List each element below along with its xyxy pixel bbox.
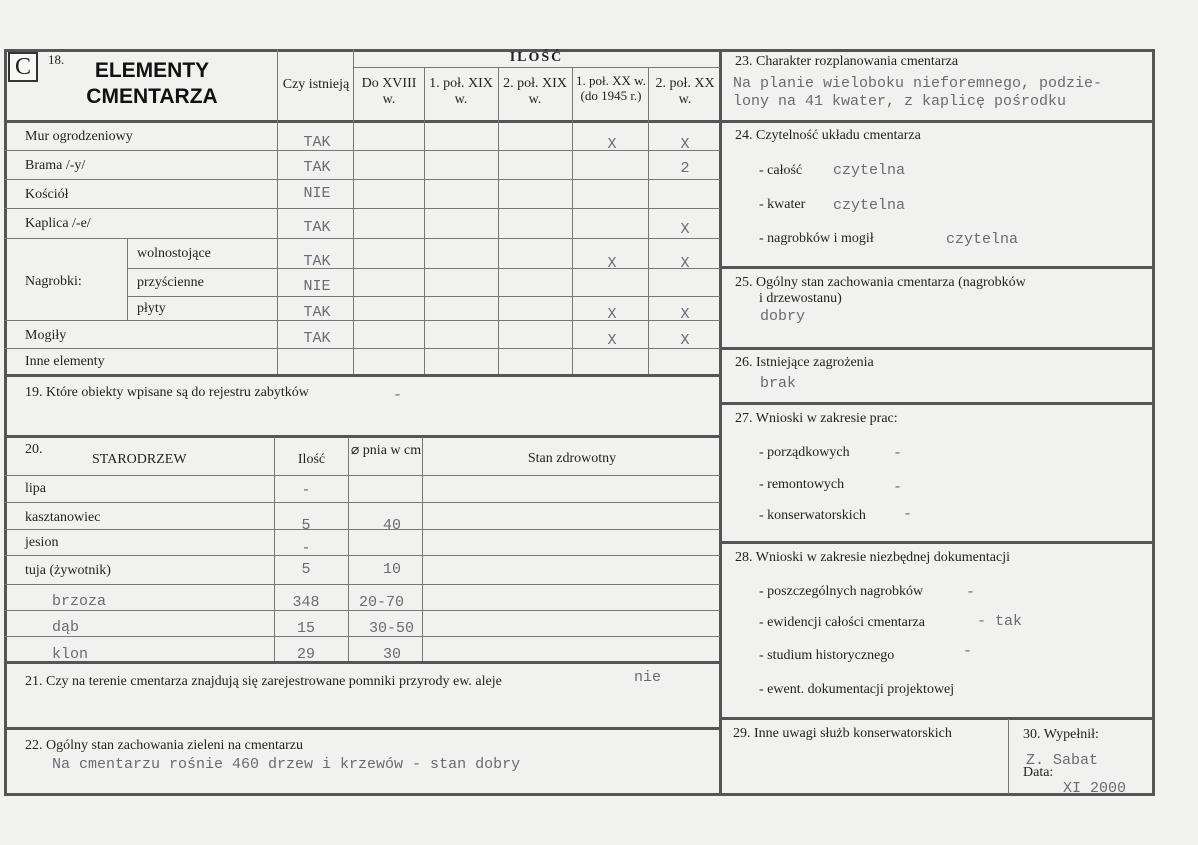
q25-label-line1: 25. Ogólny stan zachowania cmentarza (nagrobków [735,275,1026,290]
q30-value: Z. Sabat [1026,752,1099,769]
mark-mogily-period4: X [607,332,617,349]
mark-wolnostojace-period5: X [680,255,690,272]
q23-value-line2: lony na 41 kwater, z kaplicę pośrodku [733,93,1067,110]
exists-value-plyty: TAK [303,304,331,321]
q24-item-value-kwater: czytelna [833,197,906,214]
q25-value: dobry [760,308,806,325]
tree-name-brzoza: brzoza [52,593,107,610]
q23-value-line1: Na planie wieloboku nieforemnego, podzie- [733,75,1103,92]
section-title-line2: CMENTARZA [86,85,218,108]
q30-date-label: Data: [1023,765,1054,780]
tree-diameter-klon: 30 [382,646,401,663]
element-label-wolnostojace: wolnostojące [137,246,211,261]
tree-count-kasztanowiec: 5 [301,517,311,534]
q20-title: STARODRZEW [92,452,187,467]
tree-name-klon: klon [52,646,89,663]
q21-value: nie [634,669,662,686]
q24-label: 24. Czytelność układu cmentarza [735,128,921,143]
q28-item-label-studium: - studium historycznego [759,648,895,663]
tree-diameter-brzoza: 20-70 [359,594,405,611]
col-header-ilosc: ILOŚĆ [509,50,564,65]
element-label-inne: Inne elementy [25,354,105,369]
col-header-period-2: 1. poł. XIX w. [429,76,493,107]
section-title-line1: ELEMENTY [94,59,210,82]
q22-label: 22. Ogólny stan zachowania zieleni na cmentarzu [25,738,303,753]
exists-value-kosciol: NIE [303,185,331,202]
q29-label: 29. Inne uwagi służb konserwatorskich [733,726,952,741]
tree-count-brzoza: 348 [292,594,320,611]
exists-value-kaplica: TAK [303,219,331,236]
tree-diameter-dab: 30-50 [369,620,415,637]
element-label-nagrobki: Nagrobki: [25,274,82,289]
tree-name-lipa: lipa [25,481,46,496]
section-number: 18. [48,52,65,67]
mark-wolnostojace-period4: X [607,255,617,272]
element-label-przyscienne: przyścienne [137,275,204,290]
exists-value-wolnostojace: TAK [303,253,331,270]
tree-name-jesion: jesion [25,535,59,550]
element-label-kaplica: Kaplica /-e/ [25,216,91,231]
q27-item-label-konserwatorskich: - konserwatorskich [759,508,866,523]
frame-right [1152,49,1155,795]
col-header-period-1: Do XVIII w. [361,76,417,107]
q23-label: 23. Charakter rozplanowania cmentarza [735,54,959,69]
mark-plyty-period4: X [607,306,617,323]
section-title [52,58,252,110]
tree-name-tuja: tuja (żywotnik) [25,563,111,578]
q20-col-health: Stan zdrowotny [527,451,617,466]
tree-count-dab: 15 [296,620,315,637]
tree-count-jesion: - [301,540,311,557]
mark-mur-period5: X [680,136,690,153]
q26-value: brak [760,375,797,392]
tree-diameter-tuja: 10 [382,561,401,578]
tree-name-kasztanowiec: kasztanowiec [25,510,101,525]
mark-brama-period5: 2 [680,160,690,177]
frame-bottom [4,793,1155,796]
q28-label: 28. Wnioski w zakresie niezbędnej dokumentacji [735,550,1010,565]
col-header-period-3: 2. poł. XIX w. [503,76,567,107]
q24-item-value-calosc: czytelna [833,162,906,179]
col-header-exists: Czy istnieją [282,77,350,92]
q27-item-value-porzadkowych: - [893,445,903,462]
q27-item-label-porzadkowych: - porządkowych [759,445,850,460]
frame-left [4,49,7,795]
element-label-mur: Mur ogrodzeniowy [25,129,133,144]
element-label-kosciol: Kościół [25,187,69,202]
q28-item-label-ewidencji: - ewidencji całości cmentarza [759,615,925,630]
q26-label: 26. Istniejące zagrożenia [735,355,874,370]
q22-value: Na cmentarzu rośnie 460 drzew i krzewów - stan dobry [52,756,521,773]
col-header-period-4: 1. poł. XX w. (do 1945 r.) [576,73,646,103]
section-letter-box: C [8,52,38,82]
q28-item-value-studium: - [963,643,973,660]
mark-mur-period4: X [607,136,617,153]
q30-date-value: XI 2000 [1063,780,1127,797]
mark-plyty-period5: X [680,306,690,323]
q19-label: 19. Które obiekty wpisane są do rejestru zabytków [25,385,309,400]
col-header-period-5: 2. poł. XX w. [655,76,715,107]
q24-item-label-kwater: - kwater [759,197,806,212]
q25-label-line2: i drzewostanu) [759,291,842,306]
mark-kaplica-period5: X [680,221,690,238]
q24-item-value-nagrobkow: czytelna [946,231,1019,248]
q27-item-label-remontowych: - remontowych [759,477,845,492]
exists-value-przyscienne: NIE [303,278,331,295]
element-label-brama: Brama /-y/ [25,158,86,173]
q28-item-label-nagrobkow: - poszczególnych nagrobków [759,584,924,599]
q27-item-value-konserwatorskich: - [903,506,913,523]
q28-item-value-nagrobkow: - [966,584,976,601]
q27-item-value-remontowych: - [893,479,903,496]
s18-header-bottom [4,120,721,123]
mark-mogily-period5: X [680,332,690,349]
q24-item-label-calosc: - całość [759,163,803,178]
element-label-plyty: płyty [137,301,166,316]
q19-value: - [393,387,403,404]
exists-value-mogily: TAK [303,330,331,347]
element-label-mogily: Mogiły [25,328,67,343]
tree-name-dab: dąb [52,619,80,636]
q28-item-value-ewidencji: - tak [977,613,1023,630]
q27-label: 27. Wnioski w zakresie prac: [735,411,898,426]
q30-label: 30. Wypełnił: [1023,727,1099,742]
q24-item-label-nagrobkow: - nagrobków i mogił [759,231,874,246]
tree-count-lipa: - [301,482,311,499]
q21-label: 21. Czy na terenie cmentarza znajdują się zarejestrowane pomniki przyrody ew. aleje [25,674,502,689]
tree-diameter-kasztanowiec: 40 [382,517,401,534]
q20-col-count: Ilość [297,452,326,467]
tree-count-tuja: 5 [301,561,311,578]
exists-value-brama: TAK [303,159,331,176]
tree-count-klon: 29 [296,646,315,663]
q20-col-diameter: ⌀ pnia w cm [350,443,422,458]
q20-number: 20. [25,442,43,457]
q28-item-label-projektowej: - ewent. dokumentacji projektowej [759,682,955,697]
exists-value-mur: TAK [303,134,331,151]
